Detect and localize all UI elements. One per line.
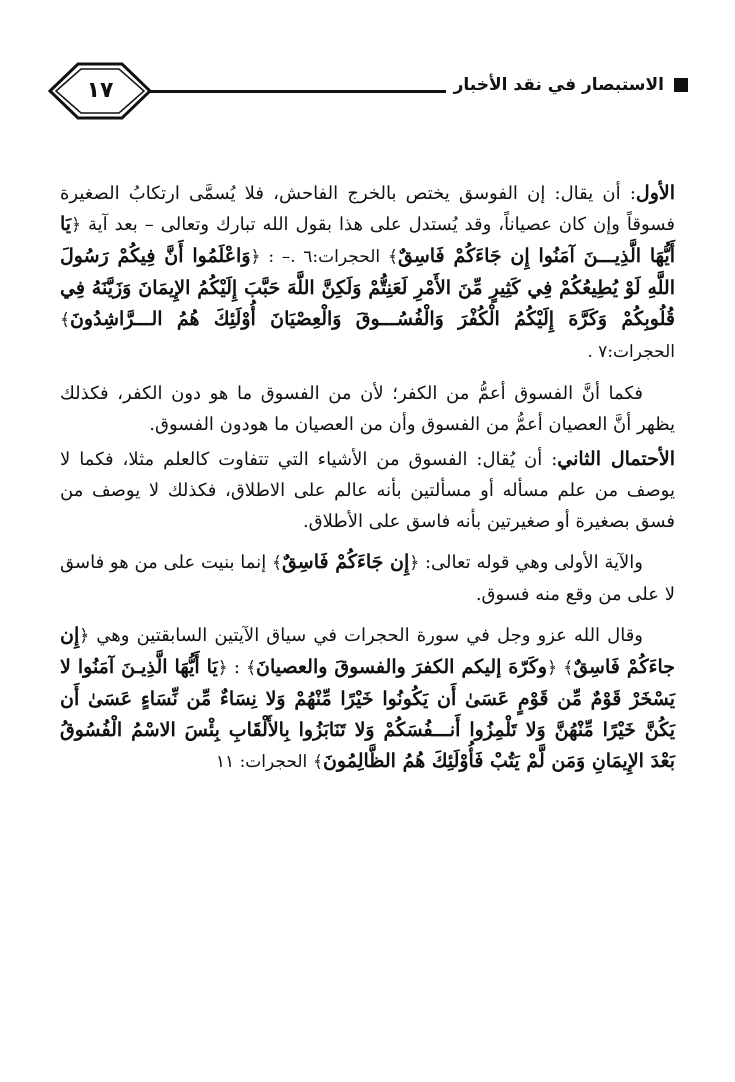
paragraph-hujurat-verses bbox=[60, 620, 675, 778]
verse-reference: الحجرات:٦ .– : bbox=[268, 247, 381, 267]
quran-verse: إِن جاءَكُمْ فَاسِقٌ bbox=[60, 624, 676, 678]
page-number-badge bbox=[48, 62, 152, 120]
quran-close-bracket: ﴾ bbox=[388, 247, 398, 267]
quran-verse: وَاعْلَمُوا أَنَّ فِيكُمْ رَسُولَ اللَّهِ لَوْ يُطِيعُكُمْ فِي كَثِيرٍ مِّنَ الأَمْرِ لَعَنِتُّمْ وَلَكِنَّ اللَّهَ حَبَّبَ إِلَيْكُمُ الإِيمَانَ وَزَيَّنَهُ فِي قُلُوبِكُمْ وَكَرَّهَ إِلَيْكُمُ الْكُفْرَ وَالْفُسُـــوقَ وَالْعِصْيَانَ أُوْلَئِكَ هُمُ الـــرَّاشِدُونَ bbox=[60, 245, 675, 330]
quran-close-bracket: ﴾ bbox=[313, 752, 323, 772]
paragraph-comparison: فكما أنَّ الفسوق أعمُّ من الكفر؛ لأن من الفسوق ما هو دون الكفر، فكذلك يظهر أنَّ العصيان أعمُّ من الفسوق وأن من العصيان ما هودون الفسوق. bbox=[60, 383, 675, 435]
quran-close-bracket: ﴾ bbox=[563, 658, 574, 678]
page-body bbox=[60, 178, 675, 782]
quran-open-bracket: ﴿ bbox=[250, 247, 261, 267]
section-term: الأول bbox=[635, 182, 675, 204]
header-title bbox=[446, 68, 688, 102]
quran-verse: إِن جَاءَكُمْ فَاسِقٌ bbox=[281, 551, 410, 573]
quran-verse: يَا أَيُّهَا الَّذِيـنَ آمَنُوا لا يَسْخَرْ قَوْمٌ مِّن قَوْمٍ عَسَىٰ أَن يَكُونُوا خَيْرًا مِّنْهُمْ وَلا نِسَاءٌ مِّن نِّسَاءٍ عَسَىٰ أَن يَكُنَّ خَيْرًا مِّنْهُنَّ وَلا تَلْمِزُوا أَنـــفُسَكُمْ وَلا تَنَابَزُوا بِالأَلْقَابِ بِئْسَ الاسْمُ الْفُسُوقُ بَعْدَ الإِيمَانِ وَمَن لَّمْ يَتُبْ فَأُوْلَئِكَ هُمُ الظَّالِمُونَ bbox=[60, 656, 675, 772]
quran-close-bracket: ﴾ bbox=[60, 310, 70, 330]
page-number: ١٧ bbox=[86, 78, 114, 103]
paragraph-text: : أن يقال: إن الفوسق يختص بالخرج الفاحش، فلا يُسمَّى ارتكابُ الصغيرة فسوقاً وإن كان عصياناً، وقد يُستدل على هذا بقول الله تبارك وتعالى – بعد آية bbox=[60, 183, 675, 235]
verse-reference: الحجرات: ١١ bbox=[215, 752, 308, 772]
colon: : bbox=[233, 657, 240, 678]
quran-open-bracket: ﴿ bbox=[409, 553, 420, 573]
quran-close-bracket: ﴾ bbox=[246, 658, 257, 678]
quran-open-bracket: ﴿ bbox=[217, 658, 228, 678]
paragraph-text: إنما بنيت على من هو فاسق لا على من وقع منه فسوق. bbox=[60, 552, 675, 605]
running-header bbox=[48, 62, 688, 110]
quran-close-bracket: ﴾ bbox=[271, 553, 282, 573]
quran-open-bracket: ﴿ bbox=[71, 215, 82, 235]
paragraph-first-possibility bbox=[60, 178, 675, 368]
quran-open-bracket: ﴿ bbox=[79, 626, 90, 646]
quran-verse: وكَرّهَ إليكم الكفرَ والفسوقَ والعصيانَ bbox=[256, 656, 548, 678]
section-term: الأحتمال الثاني bbox=[557, 448, 675, 470]
book-title: الاستبصار في نقد الأخبار bbox=[453, 75, 664, 95]
paragraph-text: وقال الله عزو وجل في سورة الحجرات في سياق الآيتين السابقتين وهي bbox=[96, 625, 643, 646]
quran-verse: يَا أَيُّهَا الَّذِيـــنَ آمَنُوا إِن جَاءَكُمْ فَاسِقٌ bbox=[60, 213, 675, 267]
paragraph-text: : أن يُقال: الفسوق من الأشياء التي تتفاوت كالعلم مثلا، فكما لا يوصف من علم مسأله أو مسألتين بأنه عالم على الاطلاق، فكذلك لا يوصف من فسق بصغيرة أو صغيرتين بأنه فاسق على الأطلاق. bbox=[60, 449, 675, 532]
paragraph-first-verse bbox=[60, 547, 675, 610]
paragraph-text: والآية الأولى وهي قوله تعالى: bbox=[424, 552, 643, 573]
verse-reference: الحجرات:٧ . bbox=[587, 342, 675, 362]
square-bullet-icon bbox=[674, 78, 688, 92]
quran-open-bracket: ﴿ bbox=[547, 658, 558, 678]
paragraph-second-possibility bbox=[60, 444, 675, 537]
